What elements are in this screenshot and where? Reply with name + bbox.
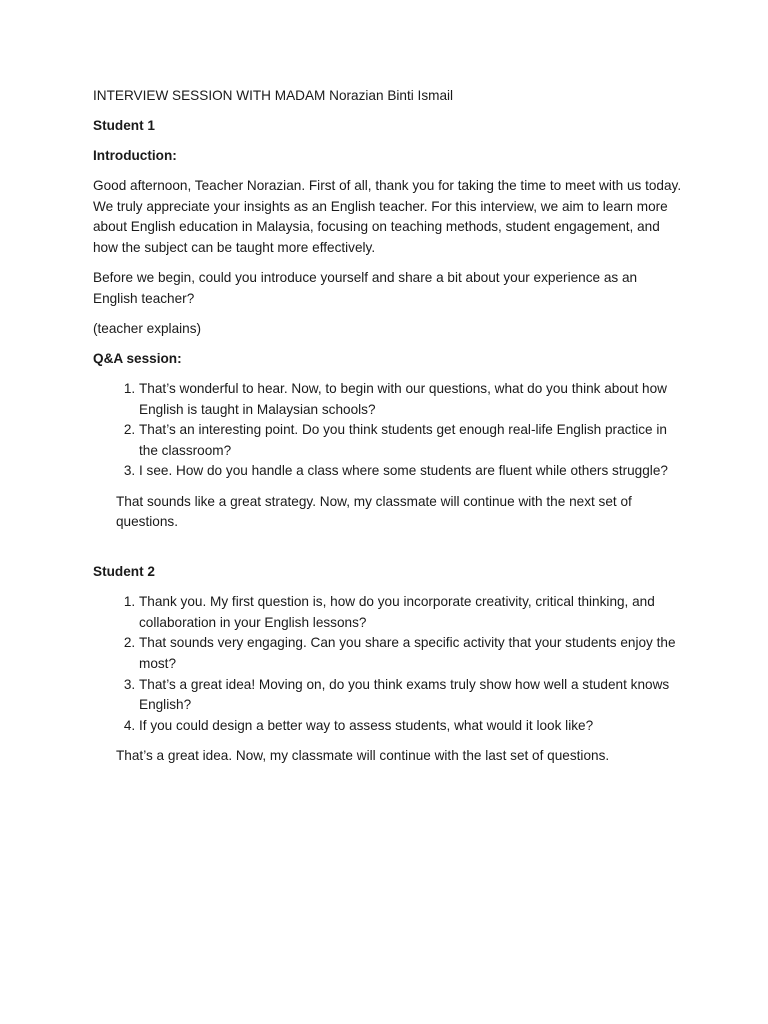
list-item: 3. I see. How do you handle a class where some students are fluent while others struggle? [139,461,683,482]
list-item: 1. Thank you. My first question is, how do you incorporate creativity, critical thinking, and collaboration in your English lessons? [139,592,683,633]
student-2-heading: Student 2 [93,564,155,580]
introduction-paragraph: Good afternoon, Teacher Norazian. First of all, thank you for taking the time to meet with us today. We truly appreciate your insights as an English teacher. For this interview, we aim to learn more about English education in Malaysia, focusing on teaching methods, student engagement, and how the subject can be taught more effectively. [93,178,682,256]
student-1-question-list [93,379,683,482]
list-item: 1. That’s wonderful to hear. Now, to begin with our questions, what do you think about how English is taught in Malaysian schools? [139,379,683,420]
student-2-question-list [93,592,683,736]
list-item: 2. That sounds very engaging. Can you share a specific activity that your students enjoy the most? [139,633,683,674]
qa-session-label: Q&A session: [93,350,182,366]
student-1-closing: That sounds like a great strategy. Now, my classmate will continue with the next set of questions. [116,493,632,530]
list-item: 4. If you could design a better way to assess students, what would it look like? [139,716,683,737]
document-body [93,86,683,776]
student-1-heading: Student 1 [93,118,155,134]
list-item: 2. That’s an interesting point. Do you think students get enough real-life English practice in the classroom? [139,420,683,461]
section-spacer [93,542,683,562]
list-item: 3. That’s a great idea! Moving on, do you think exams truly show how well a student knows English? [139,675,683,716]
introduction-heading: Introduction: [93,148,177,164]
qa-session-heading [93,349,683,370]
student-2-closing: That’s a great idea. Now, my classmate will continue with the last set of questions. [116,747,610,763]
before-we-begin-paragraph: Before we begin, could you introduce yourself and share a bit about your experience as an English teacher? [93,270,638,306]
teacher-note: (teacher explains) [93,320,202,336]
document-title: INTERVIEW SESSION WITH MADAM Norazian Binti Ismail [93,88,454,103]
